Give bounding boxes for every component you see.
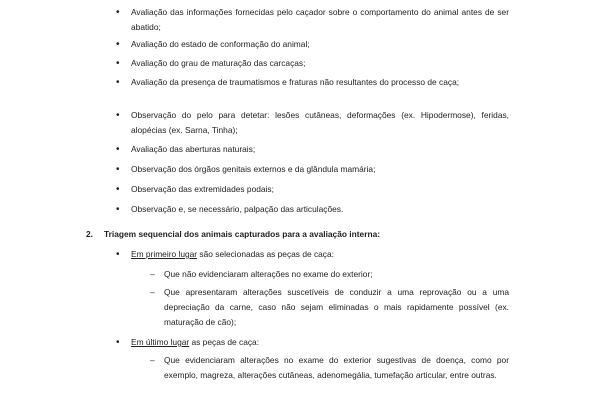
first-lead-underlined: Em primeiro lugar (131, 249, 198, 259)
bullet-item: • Avaliação do grau de maturação das carcaças; (131, 56, 509, 71)
last-lead-underlined: Em último lugar (131, 337, 190, 347)
first-lead-rest: são selecionadas as peças de caça: (197, 249, 334, 259)
section-number: 2. (86, 229, 93, 239)
dash-item: – Que não evidenciaram alterações no exame do exterior; (164, 267, 509, 282)
last-lead-rest: as peças de caça: (189, 337, 260, 347)
section-title: Triagem sequencial dos animais capturados para a avaliação interna: (104, 229, 381, 239)
bullet-item: • Avaliação das informações fornecidas pelo caçador sobre o comportamento do animal antes de ser abatido; (131, 5, 509, 35)
bullet-item: • Avaliação das aberturas naturais; (131, 142, 509, 157)
bullet-item: • Observação dos órgãos genitais externos e da glândula mamária; (131, 162, 509, 177)
bullet-item: • Observação das extremidades podais; (131, 182, 509, 197)
bullet-item: • Avaliação do estado de conformação do animal; (131, 37, 509, 52)
first-group-lead (131, 247, 509, 262)
bullet-item: • Observação do pelo para detetar: lesões cutâneas, deformações (ex. Hipodermose), feridas, alopécias (ex. Sarna, Tinha); (131, 108, 509, 138)
bullet-item: • Observação e, se necessário, palpação das articulações. (131, 202, 509, 217)
dash-item: – Que apresentaram alterações suscetíveis de conduzir a uma reprovação ou a uma depreciação da carne, caso não sejam eliminadas o mais rapidamente possível (ex. maturação de cão); (164, 285, 509, 330)
bullet-item: • Avaliação da presença de traumatismos e fraturas não resultantes do processo de caça; (131, 75, 509, 90)
section-heading (86, 227, 516, 242)
last-group-lead (131, 335, 509, 350)
dash-item: – Que evidenciaram alterações no exame do exterior sugestivas de doença, como por exemplo, magreza, alterações cutâneas, adenomegália, tumefação articular, entre outras. (164, 353, 509, 383)
